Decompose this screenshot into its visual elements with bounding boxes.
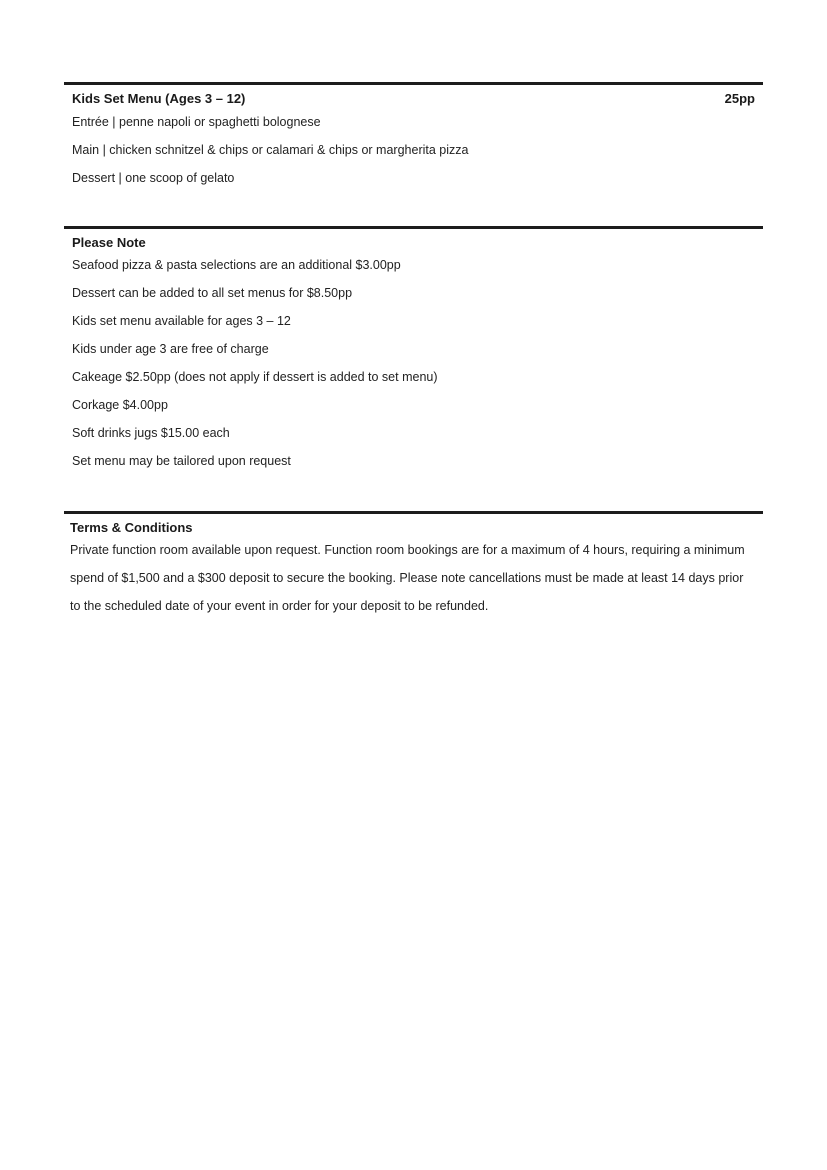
terms-header (64, 520, 763, 535)
please-note-list (64, 251, 763, 475)
kids-menu-item-entree: Entrée | penne napoli or spaghetti bolognese (72, 115, 321, 129)
kids-menu-header (64, 91, 763, 106)
note-item: Set menu may be tailored upon request (72, 454, 291, 468)
section-divider (64, 82, 763, 85)
kids-menu-section (64, 82, 763, 192)
note-item: Kids under age 3 are free of charge (72, 342, 269, 356)
terms-title: Terms & Conditions (70, 520, 193, 535)
please-note-title: Please Note (72, 235, 146, 250)
terms-section (64, 511, 763, 620)
kids-menu-price: 25pp (724, 91, 755, 106)
note-item: Kids set menu available for ages 3 – 12 (72, 314, 291, 328)
section-divider (64, 226, 763, 229)
please-note-section (64, 226, 763, 475)
kids-menu-item-dessert: Dessert | one scoop of gelato (72, 171, 235, 185)
kids-menu-title: Kids Set Menu (Ages 3 – 12) (72, 91, 246, 106)
note-item: Soft drinks jugs $15.00 each (72, 426, 230, 440)
terms-body: Private function room available upon request. Function room bookings are for a maximum of 4 hours, requiring a minimum spend of $1,500 and a $300 deposit to secure the booking. Please note cancellations must be made at least 14 days prior to the scheduled date of your event in order for your deposit to be refunded. (70, 543, 745, 613)
please-note-header (64, 235, 763, 250)
note-item: Corkage $4.00pp (72, 398, 168, 412)
note-item: Cakeage $2.50pp (does not apply if dessert is added to set menu) (72, 370, 438, 384)
kids-menu-item-main: Main | chicken schnitzel & chips or calamari & chips or margherita pizza (72, 143, 469, 157)
kids-menu-list (64, 108, 763, 192)
note-item: Seafood pizza & pasta selections are an additional $3.00pp (72, 258, 401, 272)
section-divider (64, 511, 763, 514)
note-item: Dessert can be added to all set menus for $8.50pp (72, 286, 353, 300)
